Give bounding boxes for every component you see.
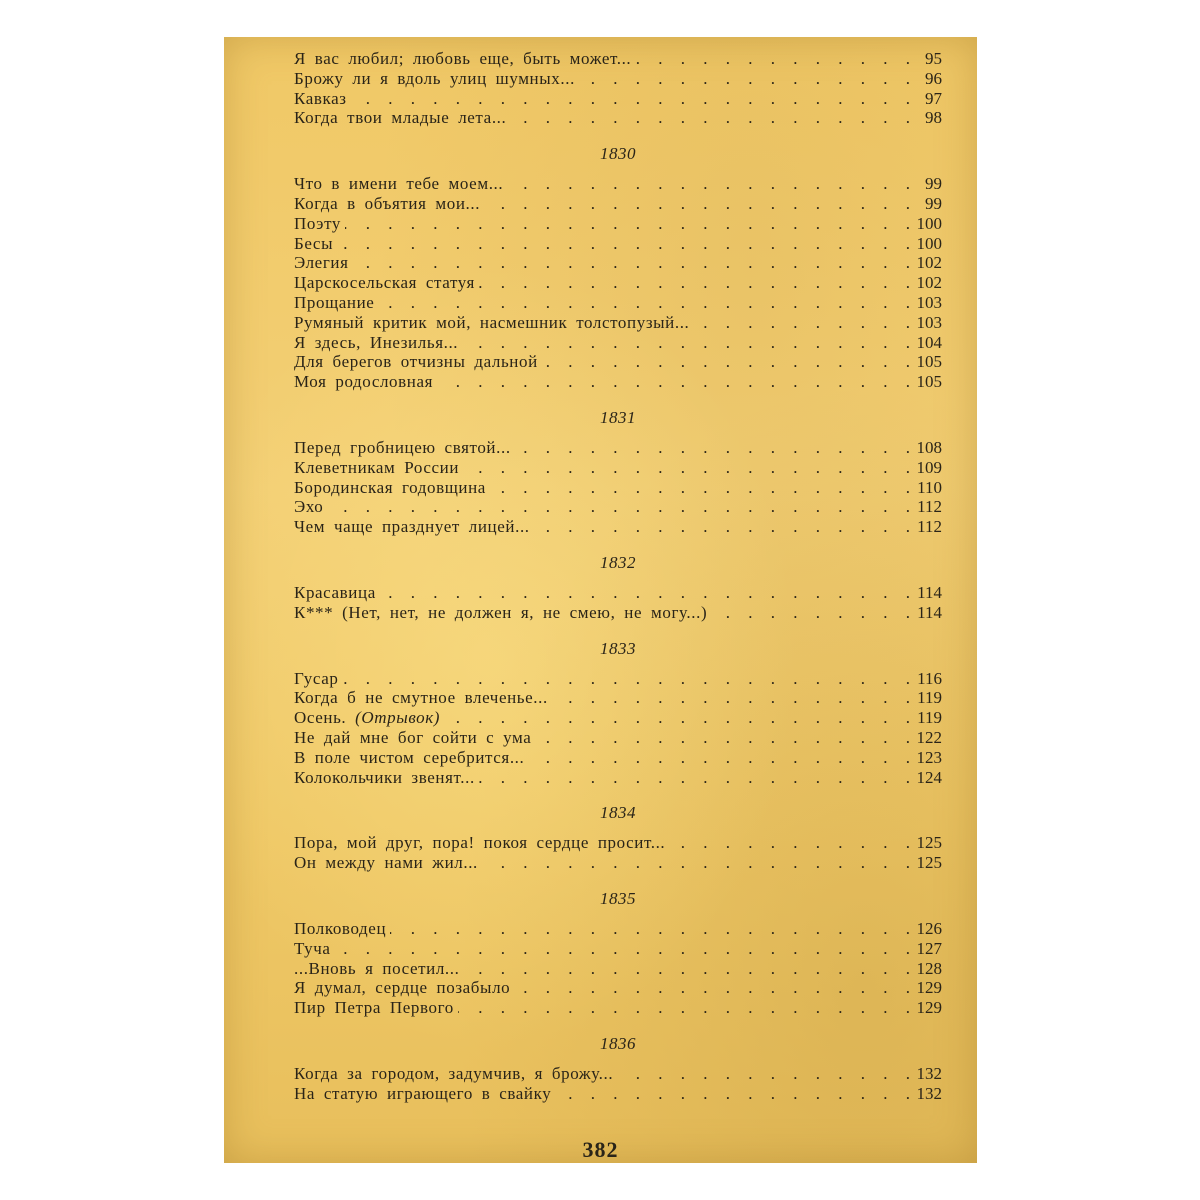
toc-entry (294, 333, 942, 353)
leader-dots (514, 978, 910, 998)
entry-page: 103 (916, 312, 942, 332)
leader-dots (535, 728, 910, 748)
leader-dots (490, 478, 910, 498)
entry-title: Моя родословная (294, 372, 434, 392)
entry-title: Гусар (294, 668, 339, 688)
entry-title: Бесы (294, 233, 334, 253)
leader-dots (534, 517, 910, 537)
section-year: 1836 (600, 1033, 636, 1053)
entry-page: 122 (916, 727, 942, 747)
toc-entry (294, 939, 942, 959)
toc-entry (294, 214, 942, 234)
toc-entry (294, 1084, 942, 1104)
entry-title: Пора, мой друг, пора! покоя сердце просит... (294, 833, 666, 853)
entry-page: 102 (916, 253, 942, 273)
entry-title: К*** (Нет, нет, не должен я, не смею, не могу...) (294, 602, 708, 622)
toc-entry (294, 833, 942, 853)
leader-dots (463, 458, 910, 478)
entry-page: 99 (925, 193, 942, 213)
entry-page: 100 (916, 233, 942, 253)
entry-title: Перед гробницею святой... (294, 437, 511, 457)
entry-page: 99 (925, 174, 942, 194)
entry-title: Бородинская годовщина (294, 477, 486, 497)
toc-entry (294, 273, 942, 293)
toc-section-1830 (294, 140, 942, 392)
leader-dots (462, 333, 910, 353)
toc-entry (294, 458, 942, 478)
leader-dots (542, 352, 910, 372)
entry-title: Не дай мне бог сойти с ума (294, 727, 532, 747)
entry-page: 114 (917, 602, 942, 622)
entry-title: Когда б не смутное влеченье... (294, 688, 548, 708)
section-year: 1834 (600, 803, 636, 823)
toc-entry (294, 1064, 942, 1084)
leader-dots (327, 497, 910, 517)
toc-section-1831 (294, 404, 942, 537)
entry-page: 132 (916, 1063, 942, 1083)
toc-section-1834 (294, 799, 942, 873)
entry-title: Брожу ли я вдоль улиц шумных... (294, 68, 575, 88)
toc-entry (294, 108, 942, 128)
toc-entry (294, 708, 942, 728)
leader-dots (484, 194, 910, 214)
entry-title: ...Вновь я посетил... (294, 958, 460, 978)
leader-dots (345, 214, 910, 234)
leader-dots (555, 1084, 910, 1104)
leader-dots (351, 89, 910, 109)
leader-dots (507, 174, 910, 194)
toc-entry (294, 478, 942, 498)
entry-page: 129 (916, 998, 942, 1018)
leader-dots (353, 253, 910, 273)
toc-section-1833 (294, 635, 942, 788)
entry-title: Элегия (294, 253, 349, 273)
leader-dots (335, 939, 910, 959)
toc-entry (294, 253, 942, 273)
toc-entry (294, 978, 942, 998)
entry-page: 119 (917, 708, 942, 728)
leader-dots (482, 853, 910, 873)
entry-page: 127 (916, 938, 942, 958)
toc-entry (294, 768, 942, 788)
page-number: 382 (582, 1137, 619, 1162)
toc-entry (294, 959, 942, 979)
entry-title-italic: (Отрывок) (355, 708, 441, 728)
entry-page: 116 (917, 668, 942, 688)
toc-section-1832 (294, 549, 942, 623)
toc-entry (294, 688, 942, 708)
entry-title: Поэту (294, 213, 341, 233)
entry-page: 97 (925, 88, 942, 108)
leader-dots (444, 708, 910, 728)
toc-entry (294, 438, 942, 458)
toc-entry (294, 352, 942, 372)
toc-entry (294, 998, 942, 1018)
entry-page: 105 (916, 372, 942, 392)
leader-dots (342, 669, 910, 689)
section-year: 1832 (600, 552, 636, 572)
section-year: 1835 (600, 888, 636, 908)
section-year: 1830 (600, 144, 636, 164)
leader-dots (390, 919, 910, 939)
toc-section-1836 (294, 1030, 942, 1104)
entry-title: Для берегов отчизны дальной (294, 352, 538, 372)
toc-entry (294, 919, 942, 939)
entry-page: 132 (916, 1083, 942, 1103)
entry-page: 102 (916, 273, 942, 293)
entry-title: Кавказ (294, 88, 347, 108)
toc-intro-block (294, 49, 942, 128)
entry-title: Когда в объятия мои... (294, 193, 481, 213)
entry-title: Пир Петра Первого (294, 998, 454, 1018)
entry-page: 124 (916, 767, 942, 787)
entry-page: 103 (916, 292, 942, 312)
entry-title: Когда за городом, задумчив, я брожу... (294, 1063, 614, 1083)
leader-dots (579, 69, 910, 89)
entry-title: На статую играющего в свайку (294, 1083, 552, 1103)
leader-dots (380, 583, 910, 603)
entry-page: 119 (917, 688, 942, 708)
entry-page: 95 (925, 49, 942, 68)
toc-entry (294, 517, 942, 537)
entry-page: 126 (916, 918, 942, 938)
toc-entry (294, 728, 942, 748)
entry-page: 96 (925, 68, 942, 88)
toc-entry (294, 853, 942, 873)
toc-entry (294, 293, 942, 313)
entry-title: Царскосельская статуя (294, 273, 475, 293)
leader-dots (528, 748, 910, 768)
entry-page: 110 (917, 477, 942, 497)
entry-title-main: Осень. (294, 708, 347, 728)
toc-entry (294, 748, 942, 768)
leader-dots (669, 833, 910, 853)
toc-entry (294, 497, 942, 517)
leader-dots (711, 603, 910, 623)
entry-page: 125 (916, 853, 942, 873)
entry-title: Он между нами жил... (294, 853, 478, 873)
entry-page: 108 (916, 437, 942, 457)
entry-page: 128 (916, 958, 942, 978)
toc-entry (294, 194, 942, 214)
entry-page: 125 (916, 833, 942, 853)
entry-title: Полководец (294, 918, 387, 938)
toc-entry (294, 372, 942, 392)
entry-title: Колокольчики звенят... (294, 767, 475, 787)
toc-entry (294, 174, 942, 194)
entry-title: Что в имени тебе моем... (294, 174, 504, 194)
toc-entry (294, 603, 942, 623)
leader-dots (378, 293, 910, 313)
entry-page: 114 (917, 582, 942, 602)
entry-title: Красавица (294, 582, 376, 602)
leader-dots (458, 998, 910, 1018)
leader-dots (479, 273, 910, 293)
entry-title: В поле чистом серебрится... (294, 747, 525, 767)
toc-entry (294, 49, 942, 69)
leader-dots (437, 372, 910, 392)
entry-title: Эхо (294, 497, 324, 517)
entry-page: 100 (916, 213, 942, 233)
leader-dots (463, 959, 910, 979)
entry-page: 123 (916, 747, 942, 767)
toc-entry (294, 89, 942, 109)
entry-page: 109 (916, 457, 942, 477)
entry-page: 98 (925, 108, 942, 128)
entry-title: Когда твои младые лета... (294, 108, 507, 128)
leader-dots (635, 49, 910, 69)
entry-title: Клеветникам России (294, 457, 460, 477)
entry-title: Я думал, сердце позабыло (294, 978, 511, 998)
leader-dots (552, 688, 910, 708)
entry-title: Я вас любил; любовь еще, быть может... (294, 49, 632, 68)
section-year: 1833 (600, 638, 636, 658)
entry-page: 112 (917, 517, 942, 537)
entry-title (294, 708, 440, 728)
leader-dots (337, 234, 910, 254)
entry-page: 129 (916, 978, 942, 998)
entry-page: 104 (916, 332, 942, 352)
leader-dots (693, 313, 910, 333)
leader-dots (479, 768, 910, 788)
table-of-contents (294, 49, 942, 1103)
entry-page: 105 (916, 352, 942, 372)
entry-title: Туча (294, 938, 331, 958)
entry-title: Прощание (294, 292, 375, 312)
entry-title: Я здесь, Инезилья... (294, 332, 459, 352)
entry-page: 112 (917, 497, 942, 517)
entry-title: Румяный критик мой, насмешник толстопузый... (294, 312, 690, 332)
toc-section-1835 (294, 885, 942, 1018)
toc-entry (294, 583, 942, 603)
toc-entry (294, 69, 942, 89)
toc-entry (294, 313, 942, 333)
toc-entry (294, 234, 942, 254)
leader-dots (617, 1064, 910, 1084)
entry-title: Чем чаще празднует лицей... (294, 517, 530, 537)
leader-dots (510, 108, 910, 128)
leader-dots (515, 438, 910, 458)
section-year: 1831 (600, 407, 636, 427)
toc-entry (294, 669, 942, 689)
book-page (224, 37, 977, 1163)
